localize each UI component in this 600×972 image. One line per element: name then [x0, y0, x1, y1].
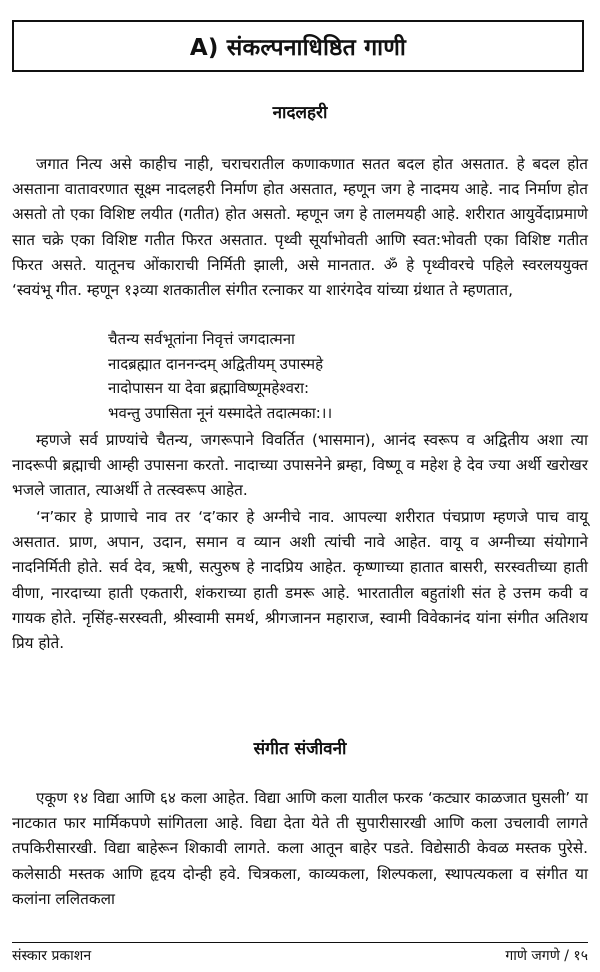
verse-line: भवन्तु उपासिता नूनं यस्मादेते तदात्मका:।। — [108, 403, 333, 422]
chapter-title-box — [12, 20, 584, 72]
paragraph-4: एकूण १४ विद्या आणि ६४ कला आहेत. विद्या आणि कला यातील फरक ‘कट्यार काळजात घुसली’ या नाटकात फार मार्मिकपणे सांगितला आहे. विद्या देता येते ती सुपारीसारखी आणि कला उचलावी लागते तपकिरीसारखी. विद्या बाहेरून शिकावी लागते. कला आतून बाहेर पडते. विद्येसाठी केवळ मस्तक पुरेसे. कलेसाठी मस्तक आणि हृदय दोन्ही हवे. चित्रकला, काव्यकला, शिल्पकला, स्थापत्यकला व संगीत या कलांना ललितकला — [12, 789, 588, 908]
verse-line: नादब्रह्मात दाननन्दम् अद्वितीयम् उपास्महे — [108, 354, 324, 373]
section-heading-sangeet-sanjivani: संगीत संजीवनी — [253, 739, 347, 759]
paragraph-2: म्हणजे सर्व प्राण्यांचे चैतन्य, जगरूपाने विवर्तित (भासमान), आनंद स्वरूप व अद्वितीय अशा त्या नादरूपी ब्रह्माची आम्ही उपासना करतो. नादाच्या उपासनेने ब्रम्हा, विष्णू व महेश हे देव ज्या अर्थी खरोखर भजले जातात, त्याअर्थी ते तत्स्वरूप आहेत. — [12, 431, 588, 500]
paragraph-1: जगात नित्य असे काहीच नाही, चराचरातील कणाकणात सतत बदल होत असतात. हे बदल होत असताना वातावरणात सूक्ष्म नादलहरी निर्माण होत असतात, म्हणून जग हे नादमय आहे. नाद निर्माण होत असतो तो एका विशिष्ट लयीत (गतीत) होत असतो. म्हणून जग हे तालमयही आहे. शरीरात आयुर्वेदाप्रमाणे सात चक्रे एका विशिष्ट गतीत फिरत असतात. पृथ्वी सूर्याभोवती आणि स्वत:भोवती एका विशिष्ट गतीत फिरत असते. यातूनच ओंकाराची निर्मिती झाली, असे मानतात. ॐ हे पृथ्वीवरचे पहिले स्वरलययुक्त ‘स्वयंभू गीत. म्हणून १३व्या शतकातील संगीत रत्नाकर या शारंगदेव यांच्या ग्रंथात ते म्हणतात, — [12, 155, 588, 300]
verse-line: नादोपासन या देवा ब्रह्माविष्णूमहेश्वरा: — [108, 379, 310, 398]
sanskrit-verse — [108, 327, 548, 425]
paragraph-3: ‘न’कार हे प्राणाचे नाव तर ‘द’कार हे अग्नीचे नाव. आपल्या शरीरात पंचप्राण म्हणजे पाच वायू असतात. प्राण, अपान, उदान, समान व व्यान अशी त्यांची नावे आहेत. वायू व अग्नीच्या संयोगाने नादनिर्मिती होते. सर्व देव, ऋषी, सत्पुरुष हे नादप्रिय आहेत. कृष्णाच्या हातात बासरी, सरस्वतीच्या हाती वीणा, नारदाच्या हाती एकतारी, शंकराच्या हाती डमरू आहे. भारतातील बहुतांशी संत हे उत्तम कवी व गायक होते. नृसिंह-सरस्वती, श्रीस्वामी समर्थ, श्रीगजानन महाराज, स्वामी विवेकानंद यांना संगीत अतिशय प्रिय होते. — [12, 508, 588, 653]
footer-page-number: गाणे जगणे / १५ — [505, 948, 588, 964]
footer-divider — [12, 942, 588, 943]
footer-publisher: संस्कार प्रकाशन — [12, 948, 92, 964]
section-heading-nadlahari: नादलहरी — [272, 103, 328, 123]
chapter-title: A) संकल्पनाधिष्ठित गाणी — [189, 35, 407, 61]
verse-line: चैतन्य सर्वभूतांना निवृत्तं जगदात्मना — [108, 330, 295, 348]
